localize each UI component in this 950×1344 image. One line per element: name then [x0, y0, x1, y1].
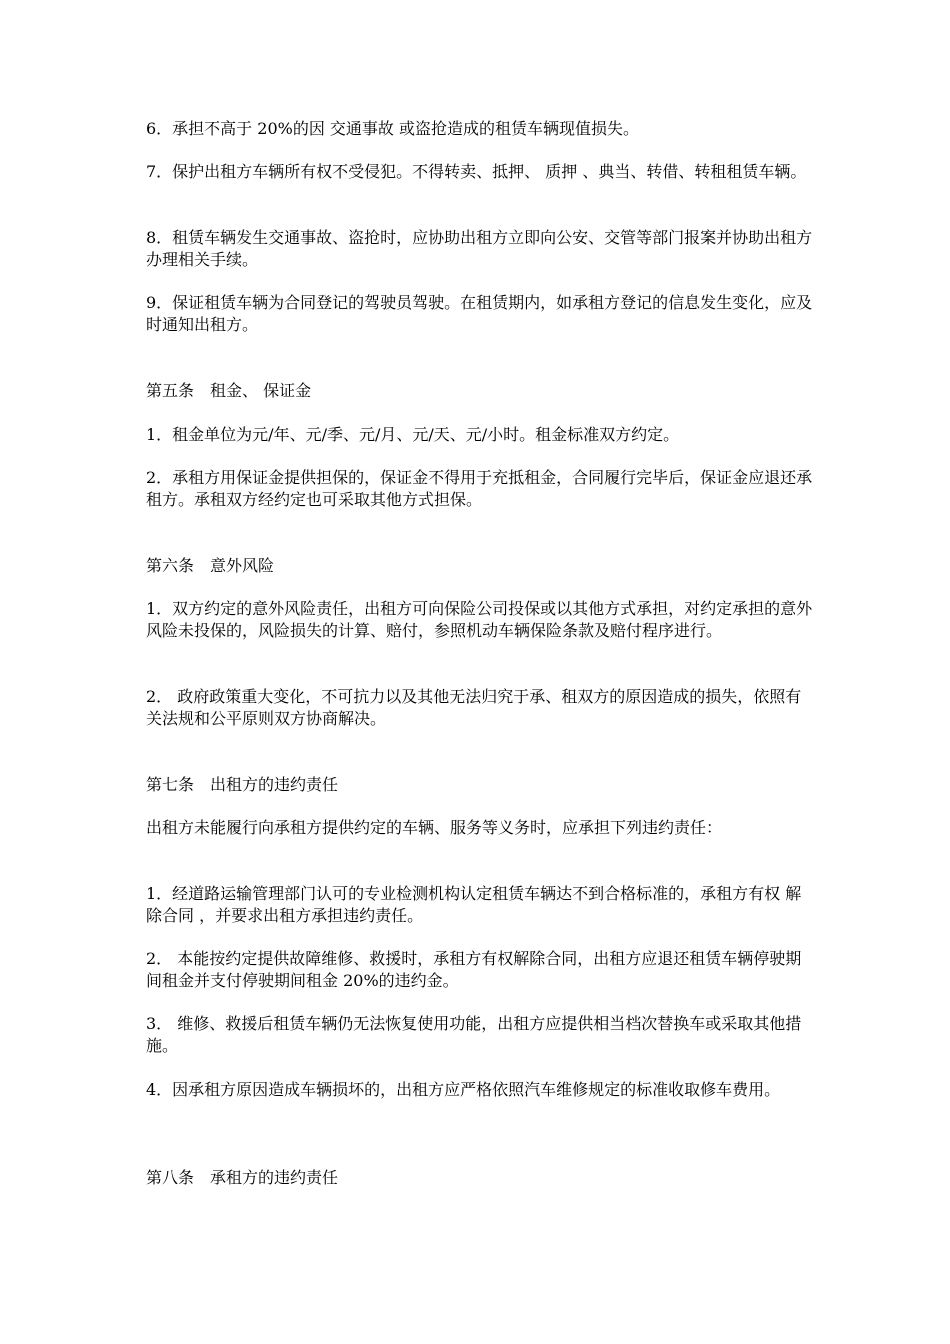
- clause-4-item-7: 7．保护出租方车辆所有权不受侵犯。不得转卖、抵押、 质押 、典当、转借、转租租赁车辆。: [146, 162, 807, 181]
- clause-5-item-2: 2．承租方用保证金提供担保的，保证金不得用于充抵租金，合同履行完毕后，保证金应退还承租方。承租双方经约定也可采取其他方式担保。: [146, 468, 813, 509]
- clause-6-item-1: 1．双方约定的意外风险责任，出租方可向保险公司投保或以其他方式承担，对约定承担的意外风险未投保的，风险损失的计算、赔付，参照机动车辆保险条款及赔付程序进行。: [146, 599, 813, 640]
- clause-6-heading: 第六条 意外风险: [146, 556, 275, 575]
- clause-6-item-2: 2． 政府政策重大变化，不可抗力以及其他无法归究于承、租双方的原因造成的损失，依照有关法规和公平原则双方协商解决。: [146, 687, 802, 728]
- clause-4-item-6: 6．承担不高于 20%的因 交通事故 或盗抢造成的租赁车辆现值损失。: [146, 119, 640, 138]
- clause-8-heading: 第八条 承租方的违约责任: [146, 1168, 339, 1187]
- clause-7-heading: 第七条 出租方的违约责任: [146, 775, 339, 794]
- clause-7-item-3: 3． 维修、救援后租赁车辆仍无法恢复使用功能，出租方应提供相当档次替换车或采取其他措施。: [146, 1014, 802, 1055]
- clause-7-item-2: 2． 本能按约定提供故障维修、救援时，承租方有权解除合同，出租方应退还租赁车辆停驶期间租金并支付停驶期间租金 20%的违约金。: [146, 949, 802, 990]
- clause-5-item-1: 1．租金单位为元/年、元/季、元/月、元/天、元/小时。租金标准双方约定。: [146, 425, 680, 444]
- clause-5-heading: 第五条 租金、 保证金: [146, 381, 312, 400]
- clause-7-item-4: 4．因承租方原因造成车辆损坏的，出租方应严格依照汽车维修规定的标准收取修车费用。: [146, 1080, 781, 1099]
- clause-7-item-1: 1．经道路运输管理部门认可的专业检测机构认定租赁车辆达不到合格标准的，承租方有权 解除合同 ，并要求出租方承担违约责任。: [146, 884, 802, 925]
- clause-4-item-9: 9．保证租赁车辆为合同登记的驾驶员驾驶。在租赁期内，如承租方登记的信息发生变化，应及时通知出租方。: [146, 293, 813, 334]
- clause-7-intro: 出租方未能履行向承租方提供约定的车辆、服务等义务时，应承担下列违约责任：: [146, 818, 723, 837]
- clause-4-item-8: 8．租赁车辆发生交通事故、盗抢时，应协助出租方立即向公安、交管等部门报案并协助出租方办理相关手续。: [146, 228, 813, 269]
